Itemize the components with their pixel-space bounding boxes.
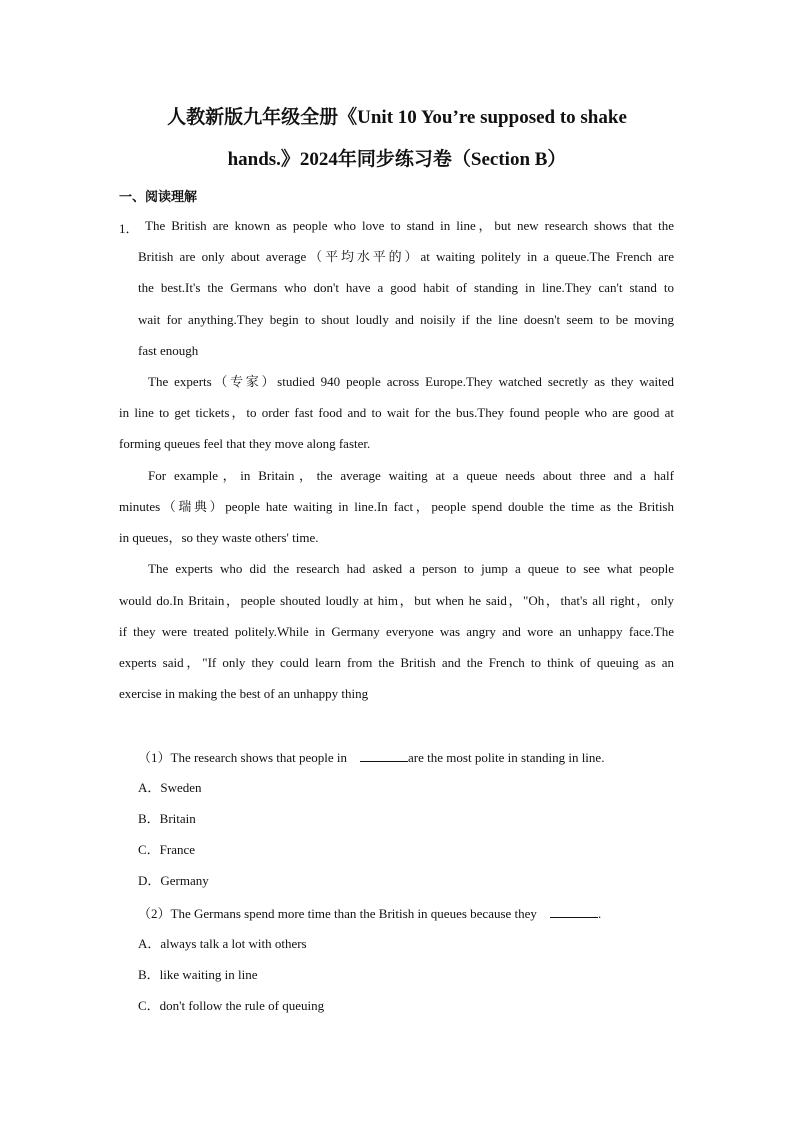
- passage-line: The experts who did the research had asked a person to jump a queue to see what people: [148, 561, 674, 576]
- question-1-option-d[interactable]: D．Germany: [138, 873, 209, 888]
- question-1-option-c[interactable]: C．France: [138, 842, 196, 857]
- answer-blank: [360, 749, 408, 762]
- passage-line: The British are known as people who love to stand in line，but new research shows that the: [145, 218, 674, 233]
- answer-blank: [550, 905, 598, 918]
- question-1-option-a[interactable]: A．Sweden: [138, 780, 202, 795]
- question-2-option-c[interactable]: C．don't follow the rule of queuing: [138, 998, 325, 1013]
- question-2-option-b[interactable]: B．like waiting in line: [138, 967, 258, 982]
- question-2-option-a[interactable]: A．always talk a lot with others: [138, 936, 307, 951]
- page-title-line-1: 人教新版九年级全册《Unit 10 You’re supposed to shake: [167, 107, 627, 128]
- question-2-stem-start: （2）The Germans spend more time than the British in queues because they: [138, 906, 537, 921]
- passage-line: in line to get tickets，to order fast food and to wait for the bus.They found people who are good at: [119, 405, 674, 420]
- question-2-stem: [138, 905, 601, 922]
- section-heading: 一、阅读理解: [119, 189, 198, 204]
- passage-line: the best.It's the Germans who don't have a good habit of standing in line.They can't stand to: [138, 280, 674, 295]
- question-number: 1．: [119, 221, 139, 236]
- passage-line: exercise in making the best of an unhappy thing: [119, 686, 369, 701]
- passage-line: The experts（专家）studied 940 people across Europe.They watched secretly as they waited: [148, 374, 674, 389]
- question-1-option-b[interactable]: B．Britain: [138, 811, 196, 826]
- passage-line: forming queues feel that they move along faster.: [119, 436, 371, 451]
- question-1-stem: [138, 749, 604, 766]
- passage-line: would do.In Britain，people shouted loudly at him，but when he said，"Oh，that's all right，only: [119, 593, 674, 608]
- passage-line: fast enough: [138, 343, 199, 358]
- question-1-stem-start: （1）The research shows that people in: [138, 750, 348, 765]
- passage-line: wait for anything.They begin to shout loudly and noisily if the line doesn't seem to be moving: [138, 312, 674, 327]
- passage-line: British are only about average（平均水平的）at waiting politely in a queue.The French are: [138, 249, 674, 264]
- question-1-stem-end: are the most polite in standing in line.: [408, 750, 605, 765]
- question-2-stem-end: .: [597, 906, 602, 921]
- passage-line: For example，in Britain，the average waiting at a queue needs about three and a half: [148, 468, 674, 483]
- page-title-line-2: hands.》2024年同步练习卷（Section B）: [227, 149, 567, 170]
- passage-line: if they were treated politely.While in Germany everyone was angry and wore an unhappy face.The: [119, 624, 674, 639]
- passage-line: in queues，so they waste others' time.: [119, 530, 319, 545]
- passage-line: experts said，"If only they could learn from the British and the French to think of queuing as an: [119, 655, 674, 670]
- passage-line: minutes（瑞典）people hate waiting in line.In fact，people spend double the time as the British: [119, 499, 674, 514]
